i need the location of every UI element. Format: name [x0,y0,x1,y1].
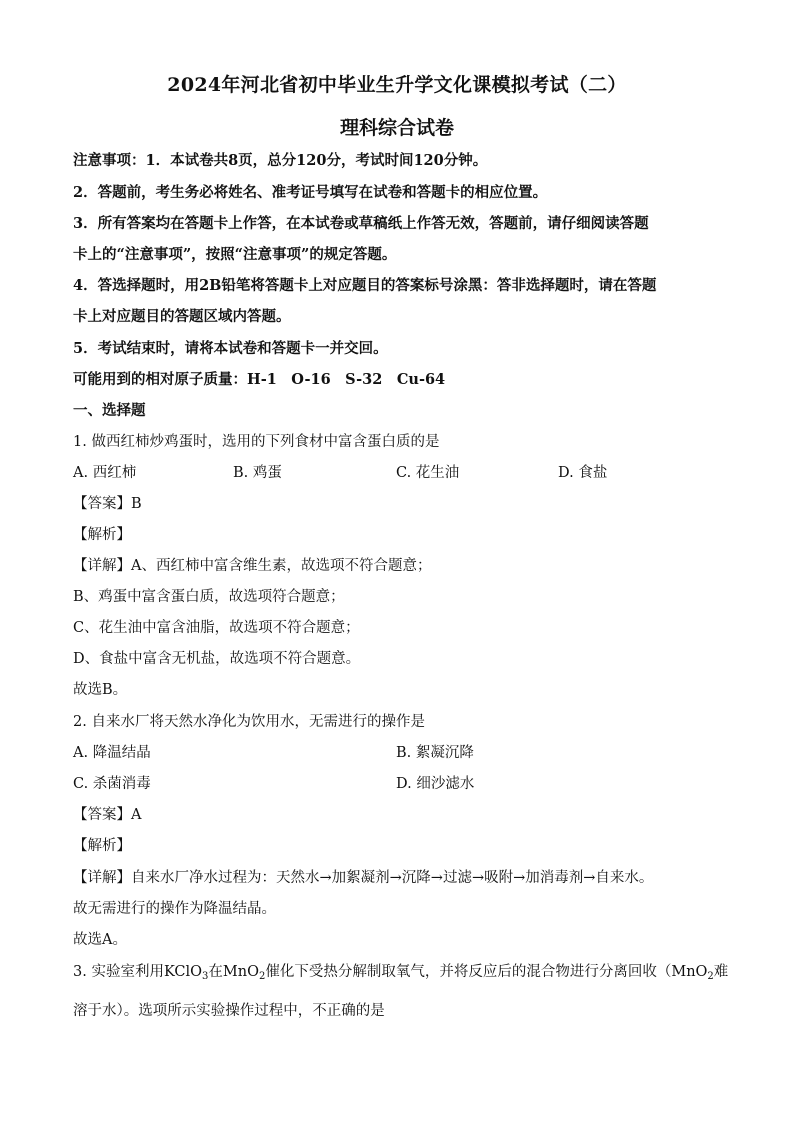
q3-stem-line-1 [73,962,728,982]
q1-option-d: D. 食盐 [558,465,608,481]
q2-detail-1: 【详解】自来水厂净水过程为：天然水→加絮凝剂→沉降→过滤→吸附→加消毒剂→自来水。 [73,870,654,886]
q3-stem-b: 在 [208,964,223,980]
q1-detail-2: B、鸡蛋中富含蛋白质，故选项符合题意； [73,589,345,605]
notes-line-1: 注意事项：1．本试卷共8页，总分120分，考试时间120分钟。 [73,152,488,169]
q3-stem-c: 催化下受热分解制取氧气，并将反应后的混合物进行分离回收（ [265,964,672,980]
notes-line-4: 卡上的“注意事项”，按照“注意事项”的规定答题。 [73,246,397,263]
q2-option-d: D. 细沙滤水 [396,776,475,792]
q3-stem-d: 难 [713,964,729,980]
q2-analysis: 【解析】 [73,838,131,854]
q1-analysis: 【解析】 [73,527,131,543]
q1-stem: 1. 做西红柿炒鸡蛋时，选用的下列食材中富含蛋白质的是 [73,434,440,450]
q1-detail-1: 【详解】A、西红柿中富含维生素，故选项不符合题意； [73,558,432,574]
q2-option-c: C. 杀菌消毒 [73,776,151,792]
formula-kclo3: KClO$_3$ [163,964,209,982]
formula-mno2-second: MnO$_2$ [671,964,714,982]
q1-option-a: A. 西红柿 [73,465,137,481]
q1-answer: 【答案】B [73,496,142,512]
q3-stem-a: 3. 实验室利用 [73,964,164,980]
q2-conclusion: 故选A。 [73,932,127,948]
q1-option-c: C. 花生油 [396,465,460,481]
notes-line-7: 5．考试结束时，请将本试卷和答题卡一并交回。 [73,340,388,357]
notes-line-5: 4．答选择题时，用2B铅笔将答题卡上对应题目的答案标号涂黑：答非选择题时，请在答题 [73,277,657,294]
q2-detail-2: 故无需进行的操作为降温结晶。 [73,901,276,917]
exam-title: 2024年河北省初中毕业生升学文化课模拟考试（二） [167,74,627,96]
q3-stem-line-2: 溶于水）。选项所示实验操作过程中，不正确的是 [73,1003,385,1019]
atomic-mass-line: 可能用到的相对原子质量：H-1 O-16 S-32 Cu-64 [73,371,446,388]
q1-detail-4: D、食盐中富含无机盐，故选项不符合题意。 [73,651,361,667]
q2-option-a: A. 降温结晶 [73,745,151,761]
formula-mno2: MnO$_2$ [222,964,266,982]
section-heading: 一、选择题 [73,402,146,419]
exam-subtitle: 理科综合试卷 [339,117,454,139]
q1-detail-3: C、花生油中富含油脂，故选项不符合题意； [73,620,360,636]
notes-line-6: 卡上对应题目的答题区域内答题。 [73,308,291,325]
notes-line-2: 2．答题前，考生务必将姓名、准考证号填写在试卷和答题卡的相应位置。 [73,184,548,201]
q1-conclusion: 故选B。 [73,682,128,698]
q1-option-b: B. 鸡蛋 [233,465,282,481]
q2-option-b: B. 絮凝沉降 [396,745,474,761]
q2-stem: 2. 自来水厂将天然水净化为饮用水，无需进行的操作是 [73,714,425,730]
notes-line-3: 3．所有答案均在答题卡上作答，在本试卷或草稿纸上作答无效，答题前，请仔细阅读答题 [73,215,649,232]
q2-answer: 【答案】A [73,807,142,823]
